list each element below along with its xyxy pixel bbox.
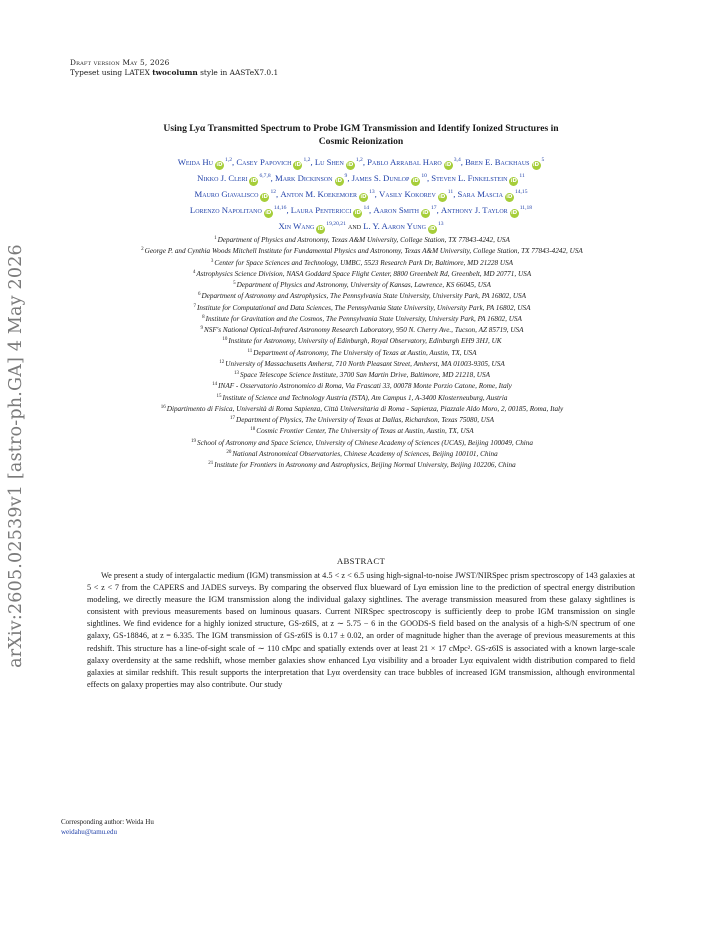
affiliation-number: 4 (192, 269, 196, 275)
abstract-heading: ABSTRACT (336, 556, 386, 566)
author-name[interactable]: Lorenzo Napolitano (189, 205, 262, 215)
affiliation-number: 13 (234, 371, 239, 376)
author[interactable] (315, 157, 363, 167)
affiliation-line (62, 302, 662, 313)
orcid-icon[interactable]: iD (216, 162, 223, 168)
author-affiliation-marks: 14,15 (514, 189, 528, 195)
orcid-icon[interactable]: iD (265, 210, 272, 216)
author[interactable] (178, 157, 232, 167)
typeset-bold: twocolumn (152, 68, 198, 77)
affiliation-line (62, 268, 662, 279)
author[interactable] (194, 189, 276, 199)
affiliation-text: Cosmic Frontier Center, The University of Texas at Austin, Austin, TX, USA (256, 427, 474, 436)
author-name[interactable]: Steven L. Finkelstein (431, 173, 508, 183)
author-name[interactable]: Laura Pentericci (290, 205, 352, 215)
affiliation-number: 2 (141, 247, 144, 253)
author-affiliation-marks: 6,7,8 (259, 173, 271, 179)
author[interactable] (236, 157, 310, 167)
author-affiliation-marks: 1,2 (225, 157, 232, 163)
affiliation-number: 1 (214, 236, 217, 241)
affiliation-text: Department of Astronomy, The University of Texas at Austin, Austin, TX, USA (253, 348, 477, 357)
affiliation-number: 14 (212, 382, 218, 388)
author-name[interactable]: Pablo Arrabal Haro (367, 157, 442, 167)
author-name[interactable]: Weida Hu (177, 157, 213, 167)
affiliation-text: National Astronomical Observatories, Chinese Academy of Sciences, Beijing 100101, China (232, 449, 498, 458)
author-name[interactable]: Aaron Smith (373, 205, 419, 215)
author-affiliation-marks: 13 (369, 189, 375, 195)
orcid-icon[interactable]: iD (532, 162, 540, 168)
affiliation-line (62, 403, 662, 414)
affiliation-text: Department of Physics and Astronomy, University of Kansas, Lawrence, KS 66045, USA (236, 281, 491, 289)
affiliation-number: 18 (250, 427, 256, 433)
affiliation-text: Institute for Frontiers in Astronomy and Astrophysics, Beijing Normal University, Beijing 102206, China (214, 461, 516, 469)
affiliation-number: 11 (247, 348, 253, 354)
arxiv-stamp (4, 236, 28, 676)
orcid-icon[interactable]: iD (412, 178, 419, 184)
author-affiliation-marks: 14 (363, 205, 370, 211)
affiliation-line (62, 380, 662, 391)
affiliation-line (62, 313, 662, 324)
affiliation-line (62, 369, 662, 380)
affiliation-line (62, 437, 662, 448)
orcid-icon[interactable]: iD (422, 210, 429, 216)
author[interactable] (363, 221, 443, 231)
affiliation-number: 17 (230, 416, 236, 421)
author[interactable] (367, 157, 461, 167)
affiliation-text: Institute for Computational and Data Sciences, The Pennsylvania State University, University Park, PA 16802, USA (196, 303, 531, 312)
author[interactable] (465, 157, 544, 167)
affiliation-number: 12 (219, 359, 225, 365)
draft-date: May 5, 2026 (122, 58, 170, 67)
affiliation-line (62, 324, 662, 335)
affiliation-line (62, 257, 662, 268)
affiliation-line (62, 358, 662, 369)
author-name[interactable]: Casey Papovich (236, 157, 292, 167)
typeset-prefix: Typeset using LATEX (70, 68, 150, 77)
affiliation-line (62, 279, 662, 290)
affiliation-line (62, 347, 662, 358)
affiliation-number: 7 (193, 303, 196, 309)
affiliation-text: Institute for Gravitation and the Cosmos, The Pennsylvania State University, University Park, PA 16802, USA (205, 314, 522, 323)
affiliation-number: 3 (210, 258, 214, 264)
orcid-icon[interactable]: iD (510, 178, 517, 184)
author[interactable] (458, 189, 528, 199)
author[interactable] (379, 189, 453, 199)
author-name[interactable]: L. Y. Aaron Yung (363, 221, 426, 231)
author[interactable] (280, 189, 374, 199)
orcid-icon[interactable]: iD (511, 210, 518, 216)
affiliation-line (62, 234, 662, 245)
affiliation-text: Department of Physics, The University of Texas at Dallas, Richardson, Texas 75080, USA (236, 416, 494, 424)
orcid-icon[interactable]: iD (506, 194, 513, 200)
affiliation-number: 19 (190, 438, 196, 444)
orcid-icon[interactable]: iD (354, 210, 361, 216)
author-affiliation-marks: 12 (270, 189, 277, 195)
affiliation-text: Center for Space Sciences and Technology, UMBC, 5523 Research Park Dr, Baltimore, MD 21228 USA (214, 258, 514, 267)
affiliation-line (62, 425, 662, 436)
orcid-icon[interactable]: iD (445, 162, 452, 168)
author-affiliation-marks: 1,2 (355, 157, 363, 163)
author-affiliation-marks: 17 (430, 205, 437, 211)
author-affiliation-marks: 11,18 (519, 205, 533, 211)
footnote (61, 818, 154, 837)
affiliation-text: Department of Physics and Astronomy, Texas A&M University, College Station, TX 77843-4242, USA (217, 236, 510, 244)
orcid-icon[interactable]: iD (335, 178, 343, 184)
author-name[interactable]: Vasily Kokorev (379, 189, 436, 199)
title-line-1: Using Lyα Transmitted Spectrum to Probe IGM Transmission and Identify Ionized Structures in (163, 123, 559, 134)
affiliation-number: 16 (160, 404, 166, 410)
author-affiliation-marks: 5 (541, 157, 545, 163)
affiliation-text: Institute for Astronomy, University of Edinburgh, Royal Observatory, Edinburgh EH9 3HJ, UK (228, 337, 502, 346)
author-name[interactable]: Mauro Giavalisco (194, 189, 259, 199)
affiliation-number: 15 (216, 393, 222, 399)
author-affiliation-marks: 13 (437, 221, 444, 227)
author-affiliation-marks: 11 (447, 189, 454, 195)
author-name[interactable]: Anthony J. Taylor (440, 205, 508, 215)
affiliation-number: 21 (208, 461, 214, 466)
author-affiliation-marks: 19,20,21 (326, 221, 346, 227)
affiliation-line (62, 245, 662, 256)
title-line-2: Cosmic Reionization (318, 136, 404, 147)
orcid-icon[interactable]: iD (294, 162, 302, 168)
author-affiliation-marks: 14,16 (273, 205, 287, 211)
author-name[interactable]: Mark Dickinson (275, 173, 333, 183)
author-name[interactable]: Anton M. Koekemoer (280, 189, 358, 199)
affiliation-text: University of Massachusetts Amherst, 710 North Pleasant Street, Amherst, MA 01003-9305, USA (225, 359, 505, 368)
orcid-icon[interactable]: iD (261, 194, 268, 200)
author-name[interactable]: Xin Wang (278, 221, 315, 231)
typeset-suffix: style in AASTeX7.0.1 (200, 68, 279, 77)
affiliation-line (62, 459, 662, 470)
author[interactable] (373, 205, 436, 215)
orcid-icon[interactable]: iD (429, 226, 436, 232)
typeset-line (70, 68, 278, 78)
affiliation-number: 20 (226, 449, 232, 455)
orcid-icon[interactable]: iD (317, 226, 324, 232)
author-affiliation-marks: 11 (519, 173, 525, 179)
affiliation-number: 6 (197, 292, 201, 298)
affiliation-number: 8 (202, 314, 205, 320)
arxiv-stamp-text: arXiv:2605.02539v1 [astro-ph.GA] 4 May 2026 (6, 244, 26, 668)
orcid-icon[interactable]: iD (360, 194, 367, 200)
affiliation-text: Dipartimento di Fisica, Università di Roma Sapienza, Città Universitaria di Roma - Sapienza, Piazzale Aldo Moro, 2, 00185, Roma, Italy (166, 404, 564, 413)
author[interactable] (278, 221, 345, 231)
affiliation-line (62, 290, 662, 301)
affiliation-line (62, 448, 662, 459)
author-name[interactable]: Nikko J. Cleri (197, 173, 248, 183)
affiliation-text: Department of Astronomy and Astrophysics, The Pennsylvania State University, University Park, PA 16802, USA (201, 292, 527, 301)
author-name[interactable]: Lu Shen (314, 157, 344, 167)
affiliation-text: School of Astronomy and Space Science, University of Chinese Academy of Sciences (UCAS), Beijing 100049, China (196, 438, 533, 447)
draft-prefix: Draft version (70, 58, 120, 67)
affiliation-text: NSF's National Optical-Infrared Astronomy Research Laboratory, 950 N. Cherry Ave., Tucson, AZ 85719, USA (203, 326, 524, 334)
author[interactable] (441, 205, 532, 215)
affiliation-number: 5 (233, 281, 236, 286)
affiliation-text: Space Telescope Science Institute, 3700 San Martin Drive, Baltimore, MD 21218, USA (240, 371, 490, 379)
and-word: and (348, 221, 362, 231)
affiliation-line (62, 392, 662, 403)
author-affiliation-marks: 9 (344, 173, 348, 179)
corresponding-author: Corresponding author: Weida Hu (61, 818, 154, 826)
abstract-body: We present a study of intergalactic medium (IGM) transmission at 4.5 < z < 6.5 using high-signal-to-noise JWST/NIRSpec prism spectroscopy of 143 galaxies at 5 < z < 7 from the CAPERS and JADES surveys. By comparing the observed flux blueward of Lyα emission line to the prediction of spectral energy distribution modeling, we directly measure the IGM transmission along the individual galaxy sightlines. The average transmission measured from these galaxy sightlines is consistent with previous measurements based on luminous quasars. Current NIRSpec spectroscopy is sufficiently deep to probe IGM transmission on single sightlines. We find evidence for a highly ionized structure, GS-z6IS, at z ∼ 5.75 − 6 in the GOODS-S field based on the analysis of a high-S/N spectrum of one galaxy, GS-18846, at z = 6.335. The IGM transmission of GS-z6IS is 0.17 ± 0.02, an order of magnitude higher than the average of previous measurements at this redshift. This structure has a line-of-sight scale of ∼ 110 cMpc and spatially extends over at least 21 × 17 cMpc². GS-z6IS is associated with a known large-scale galaxy overdensity at the same redshift, whose member galaxies show enhanced Lyα visibility and a broader Lyα equivalent width distribution compared to field galaxies at similar redshift. This result supports the interpretation that Lyα overdensity can trace bubbles of increased IGM transmission, although environmental effects on galaxy properties may also contribute. Our study (87, 571, 635, 689)
author[interactable] (352, 173, 427, 183)
affiliation-text: George P. and Cynthia Woods Mitchell Institute for Fundamental Physics and Astronomy, Texas A&M University, College Station, TX 77843-4242, USA (144, 247, 583, 256)
affiliation-text: INAF - Osservatorio Astronomico di Roma, Via Frascati 33, 00078 Monte Porzio Catone, Rome, Italy (218, 382, 512, 391)
orcid-icon[interactable]: iD (439, 194, 446, 200)
author-affiliation-marks: 1,2 (303, 157, 311, 163)
paper-title (70, 122, 652, 148)
author[interactable] (291, 205, 369, 215)
author-affiliation-marks: 10 (421, 173, 427, 179)
affiliation-number: 10 (222, 337, 228, 343)
author-name[interactable]: Sara Mascia (457, 189, 503, 199)
author-name[interactable]: James S. Dunlop (351, 173, 410, 183)
author[interactable] (275, 173, 347, 183)
author-name[interactable]: Bren E. Backhaus (465, 157, 530, 167)
draft-version-line (70, 58, 170, 68)
orcid-icon[interactable]: iD (347, 162, 354, 168)
author[interactable] (197, 173, 270, 183)
orcid-icon[interactable]: iD (250, 178, 257, 184)
corresponding-email-link[interactable]: weidahu@tamu.edu (61, 827, 118, 836)
author[interactable] (431, 173, 525, 183)
affiliation-text: Institute of Science and Technology Austria (ISTA), Am Campus 1, A-3400 Klosterneuburg, Austria (222, 393, 508, 402)
author-list: Weida Hu iD$^{1,2}$, Casey Papovich iD$^{1,2}$, Lu Shen iD$^{1,2}$, Pablo Arrabal Haro iD$^{3,4}$, Bren E. Backhaus $iD^5$ Nikko J. Cleri iD$^{6,7,8}$, Mark Dickinson $iD^9$, James S. Dunlop $iD^{10}$, Steven L. Finkelstein $iD^{11}$ Mauro Giavalisco $iD^{12}$, Anton M. Koekemoer $iD^{13}$, Vasily Kokorev $iD^{11}$, Sara Mascia iD$^{14,15}$ Lorenzo Napolitano iD$^{14,16}$, Laura Pentericci $iD^{14}$, Aaron Smith $iD^{17}$, Anthony J. Taylor iD$^{11,18}$ Xin Wang iD$^{19,20,21}$ and L. Y. Aaron Yung $iD^{13}$ (177, 157, 545, 232)
affiliation-text: Astrophysics Science Division, NASA Goddard Space Flight Center, 8800 Greenbelt Rd, Greenbelt, MD 20771, USA (196, 269, 532, 278)
author-affiliation-marks: 3,4 (453, 157, 461, 163)
affiliation-line (62, 414, 662, 425)
affiliation-number: 9 (200, 326, 203, 331)
affiliation-line (62, 335, 662, 346)
affiliation-list (62, 234, 662, 470)
author[interactable] (190, 205, 287, 215)
